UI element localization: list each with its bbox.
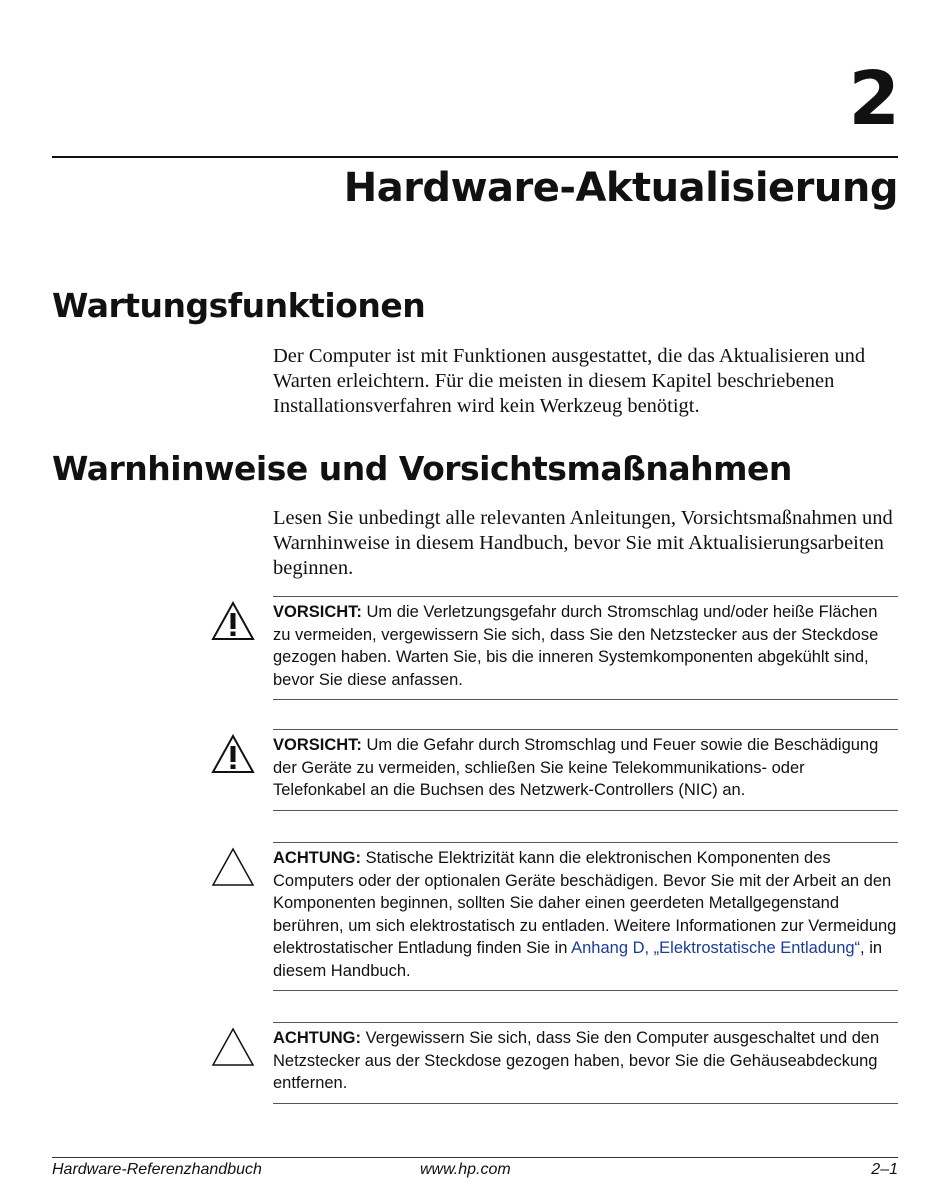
note-label: VORSICHT:: [273, 736, 362, 754]
warning-note: [273, 596, 898, 700]
page-footer: [52, 1157, 898, 1178]
note-text-after: , in diesem Handbuch.: [273, 939, 883, 980]
section-paragraph-warnhinweise: Lesen Sie unbedingt alle relevanten Anleitungen, Vorsichtsmaßnahmen und Warnhinweise in diesem Handbuch, bevor Sie mit Aktualisierungsarbeiten beginnen.: [273, 507, 893, 579]
footer-page-number: 2–1: [871, 1161, 898, 1178]
note-label: VORSICHT:: [273, 603, 362, 621]
caution-triangle-icon: [211, 847, 255, 887]
warning-exclamation-icon: [211, 601, 255, 641]
note-label: ACHTUNG:: [273, 1029, 361, 1047]
caution-triangle-icon: [211, 1027, 255, 1067]
caution-note: [273, 842, 898, 991]
appendix-d-link[interactable]: Anhang D, „Elektrostatische Entladung“: [571, 939, 861, 957]
warning-note: [273, 729, 898, 811]
note-text: Vergewissern Sie sich, dass Sie den Computer ausgeschaltet und den Netzstecker aus der Steckdose gezogen haben, bevor Sie die Gehäuseabdeckung entfernen.: [273, 1029, 880, 1092]
note-text: Um die Verletzungsgefahr durch Stromschlag und/oder heiße Flächen zu vermeiden, vergewissern Sie sich, dass Sie den Netzstecker aus der Steckdose gezogen haben. Warten Sie, bis die inneren Systemkomponenten abgekühlt sind, bevor Sie diese anfassen.: [273, 603, 879, 689]
chapter-rule: [52, 156, 898, 158]
caution-note: [273, 1022, 898, 1104]
section-heading-warnhinweise: Warnhinweise und Vorsichtsmaßnahmen: [52, 449, 792, 488]
note-text: Um die Gefahr durch Stromschlag und Feuer sowie die Beschädigung der Geräte zu vermeiden, schließen Sie keine Telekommunikations- oder Telefonkabel an die Buchsen des Netzwerk-Controllers (NIC) an.: [273, 736, 879, 799]
warning-exclamation-icon: [211, 734, 255, 774]
note-text: Statische Elektrizität kann die elektronischen Komponenten des Computers oder der optionalen Geräte beschädigen. Bevor Sie mit der Arbeit an den Komponenten beginnen, sollten Sie daher einen geerdeten Metallgegenstand berühren, um sich elektrostatisch zu entladen. Weitere Informationen zur Vermeidung elektrostatischer Entladung finden Sie in: [273, 849, 897, 957]
section-paragraph-wartungsfunktionen: Der Computer ist mit Funktionen ausgestattet, die das Aktualisieren und Warten erleichtern. Für die meisten in diesem Kapitel beschriebenen Installationsverfahren wird kein Werkzeug benötigt.: [273, 345, 866, 417]
note-label: ACHTUNG:: [273, 849, 361, 867]
section-heading-wartungsfunktionen: Wartungsfunktionen: [52, 286, 426, 325]
footer-url[interactable]: www.hp.com: [420, 1161, 511, 1178]
footer-manual-title: Hardware-Referenzhandbuch: [52, 1161, 262, 1178]
chapter-title: Hardware-Aktualisierung: [343, 165, 898, 211]
chapter-number: 2: [848, 56, 898, 142]
